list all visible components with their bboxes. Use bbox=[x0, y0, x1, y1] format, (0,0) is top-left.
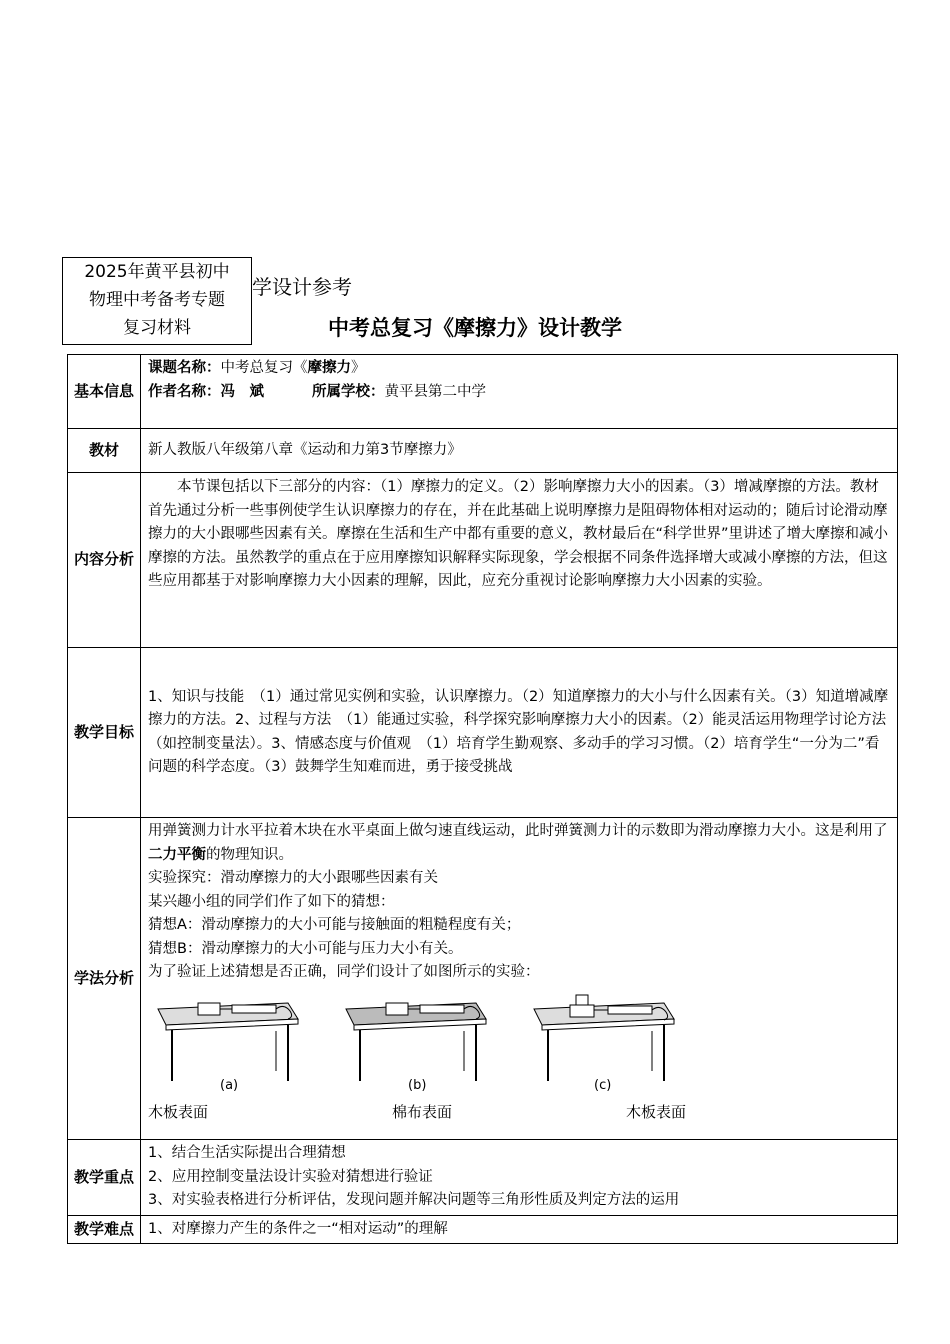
method-paragraph: 猜想A：滑动摩擦力的大小可能与接触面的粗糙程度有关； bbox=[148, 917, 521, 933]
method-paragraph: 实验探究：滑动摩擦力的大小跟哪些因素有关 bbox=[148, 870, 438, 886]
document-title: 中考总复习《摩擦力》设计教学 bbox=[328, 316, 622, 340]
row-header: 教学难点 bbox=[68, 1215, 141, 1244]
key-points-cell bbox=[141, 1140, 898, 1216]
setup-c bbox=[534, 995, 674, 1093]
list-item: 3、对实验表格进行分析评估，发现问题并解决问题等三角形性质及判定方法的运用 bbox=[148, 1192, 680, 1208]
caption: 木板表面 bbox=[148, 1102, 209, 1121]
row-header: 基本信息 bbox=[68, 355, 141, 429]
author-label: 作者名称： bbox=[148, 383, 221, 400]
author-name: 冯 斌 bbox=[220, 383, 264, 400]
row-header: 教材 bbox=[68, 429, 141, 473]
caption: 木板表面 bbox=[626, 1102, 687, 1121]
setup-a bbox=[158, 1003, 298, 1093]
school-name: 黄平县第二中学 bbox=[384, 383, 486, 400]
lesson-plan-table bbox=[67, 354, 898, 1244]
figure-label: (b) bbox=[408, 1077, 427, 1093]
stamp-line: 物理中考备考专题 bbox=[89, 290, 225, 310]
stamp-line: 2025年黄平县初中 bbox=[84, 262, 230, 282]
list-item: 1、对摩擦力产生的条件之一“相对运动”的理解 bbox=[148, 1220, 448, 1237]
method-text: 用弹簧测力计水平拉着木块在水平桌面上做匀速直线运动，此时弹簧测力计的示数即为滑动摩擦力大小。这是利用了 bbox=[148, 823, 888, 839]
method-analysis-cell bbox=[141, 818, 898, 1140]
method-paragraph: 猜想B：滑动摩擦力的大小可能与压力大小有关。 bbox=[148, 940, 463, 957]
row-content-analysis bbox=[68, 473, 898, 648]
method-paragraph bbox=[148, 820, 890, 867]
row-header: 内容分析 bbox=[68, 473, 141, 648]
method-paragraph: 为了验证上述猜想是否正确，同学们设计了如图所示的实验： bbox=[148, 964, 540, 980]
topic-prefix: 中考总复习《 bbox=[220, 360, 308, 376]
topic-line bbox=[148, 357, 890, 381]
row-key-points bbox=[68, 1140, 898, 1216]
basic-info-cell bbox=[141, 355, 898, 429]
difficulties-cell bbox=[141, 1215, 898, 1244]
content-analysis-cell: 本节课包括以下三部分的内容：（1）摩擦力的定义。（2）影响摩擦力大小的因素。（3）增减摩擦的方法。教材首先通过分析一些事例使学生认识摩擦力的存在，并在此基础上说明摩擦力是阻碍物体相对运动的；随后讨论滑动摩擦力的大小跟哪些因素有关。摩擦在生活和生产中都有重要的意义，教材最后在“科学世界”里讲述了增大摩擦和减小摩擦的方法。虽然教学的重点在于应用摩擦知识解释实际现象，学会根据不同条件选择增大或减小摩擦的方法，但这些应用都基于对影响摩擦力大小因素的理解，因此，应充分重视讨论影响摩擦力大小因素的实验。 bbox=[141, 473, 898, 648]
row-teaching-goals bbox=[68, 648, 898, 818]
document-subtitle: 学设计参考 bbox=[252, 275, 352, 299]
row-header: 教学目标 bbox=[68, 648, 141, 818]
author-line bbox=[148, 381, 890, 405]
experiment-figure bbox=[148, 991, 708, 1101]
textbook-cell: 新人教版八年级第八章《运动和力第3节摩擦力》 bbox=[141, 429, 898, 473]
figure-label: (c) bbox=[594, 1077, 612, 1093]
row-header: 教学重点 bbox=[68, 1140, 141, 1216]
school-label: 所属学校： bbox=[312, 383, 385, 400]
figure-label: (a) bbox=[220, 1077, 239, 1093]
row-header: 学法分析 bbox=[68, 818, 141, 1140]
row-method-analysis bbox=[68, 818, 898, 1140]
list-item: 2、应用控制变量法设计实验对猜想进行验证 bbox=[148, 1168, 433, 1185]
method-paragraph: 某兴趣小组的同学们作了如下的猜想： bbox=[148, 893, 395, 910]
topic-label: 课题名称： bbox=[148, 360, 221, 376]
row-textbook bbox=[68, 429, 898, 473]
topic-suffix: 》 bbox=[351, 360, 366, 376]
setup-b bbox=[346, 1003, 486, 1093]
teaching-goals-cell: 1、知识与技能 （1）通过常见实例和实验，认识摩擦力。（2）知道摩擦力的大小与什么因素有关。（3）知道增减摩擦力的方法。2、过程与方法 （1）能通过实验，科学探究影响摩擦力大小的因素。（2）能灵活运用物理学讨论方法（如控制变量法）。3、情感态度与价值观 （1）培育学生勤观察、多动手的学习习惯。（2）培育学生“一分为二”看问题的科学态度。（3）鼓舞学生知难而进，勇于接受挑战 bbox=[141, 648, 898, 818]
row-basic-info bbox=[68, 355, 898, 429]
figure-captions bbox=[148, 1101, 890, 1125]
method-bold-term: 二力平衡 bbox=[148, 846, 206, 863]
stamp-box bbox=[62, 257, 252, 345]
caption: 棉布表面 bbox=[392, 1102, 453, 1121]
topic-bold: 摩擦力 bbox=[307, 360, 351, 376]
row-difficulties bbox=[68, 1215, 898, 1244]
method-text: 的物理知识。 bbox=[206, 846, 293, 863]
stamp-line: 复习材料 bbox=[123, 318, 191, 338]
list-item: 1、结合生活实际提出合理猜想 bbox=[148, 1145, 346, 1161]
